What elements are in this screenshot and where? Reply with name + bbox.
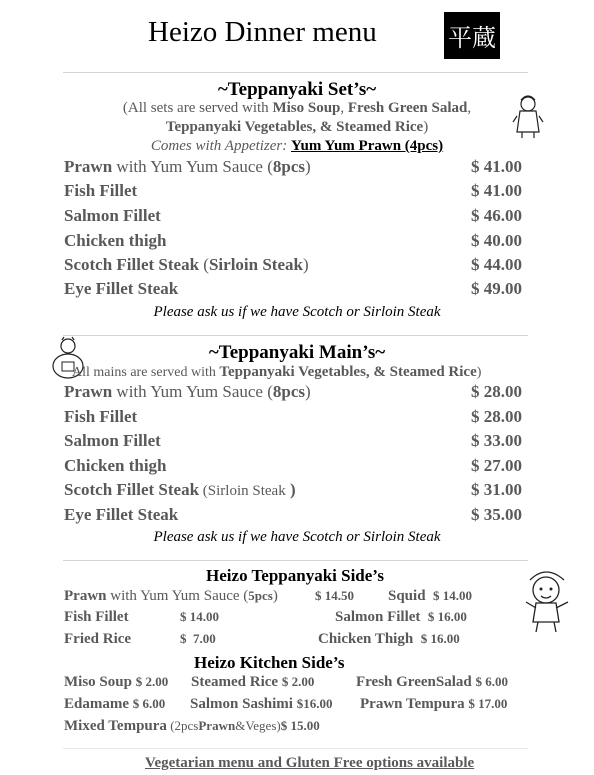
side-prawn-tempura: Prawn Tempura $ 17.00 [360,696,508,712]
mains-ask-note: Please ask us if we have Scotch or Sirloin Steak [153,529,441,545]
side-miso-soup: Miso Soup $ 2.00 [64,674,169,690]
side-fried-rice-price: $ 7.00 [180,631,216,646]
main-item-chicken: Chicken thigh $ 27.00 [64,456,522,475]
set-item-eye-fillet: Eye Fillet Steak $ 49.00 [64,279,522,298]
main-item-scotch: Scotch Fillet Steak (Sirloin Steak ) $ 31.00 [64,480,522,499]
set-item-salmon: Salmon Fillet $ 46.00 [64,206,522,225]
sets-note-line2: Teppanyaki Vegetables, & Steamed Rice) [165,119,429,135]
side-fish-price: $ 14.00 [180,609,219,624]
set-item-prawn: Prawn with Yum Yum Sauce (8pcs) $ 41.00 [64,157,522,176]
divider [63,335,528,336]
page-title: Heizo Dinner menu [148,16,377,48]
side-green-salad: Fresh GreenSalad $ 6.00 [356,674,508,690]
side-chicken: Chicken Thigh $ 16.00 [318,631,460,647]
heizo-logo: 平蔵 [444,12,500,59]
appetizer-line: Comes with Appetizer: Yum Yum Prawn (4pcs) [150,138,444,154]
side-edamame: Edamame $ 6.00 [64,696,166,712]
side-mixed-tempura: Mixed Tempura (2pcsPrawn&Veges)$ 15.00 [64,718,320,734]
side-prawn: Prawn with Yum Yum Sauce (5pcs) [64,588,278,604]
side-salmon-sashimi: Salmon Sashimi $16.00 [190,696,333,712]
mains-title: ~Teppanyaki Main’s~ [208,342,386,363]
main-item-salmon: Salmon Fillet $ 33.00 [64,431,522,450]
sets-title: ~Teppanyaki Set’s~ [217,79,377,100]
side-squid: Squid $ 14.00 [388,588,473,604]
divider [63,748,528,749]
sets-ask-note: Please ask us if we have Scotch or Sirloin Steak [153,304,441,320]
mains-note: All mains are served with Teppanyaki Vegetables, & Steamed Rice) [72,364,482,380]
set-item-chicken: Chicken thigh $ 40.00 [64,231,522,250]
divider [63,72,528,73]
main-item-fish: Fish Fillet $ 28.00 [64,407,522,426]
side-steamed-rice: Steamed Rice $ 2.00 [191,674,315,690]
set-item-scotch: Scotch Fillet Steak (Sirloin Steak) $ 44.00 [64,255,522,274]
main-item-prawn: Prawn with Yum Yum Sauce (8pcs) $ 28.00 [64,382,522,401]
sets-note-line1: (All sets are served with Miso Soup, Fresh Green Salad, [122,100,472,116]
kitchen-sides-title: Heizo Kitchen Side’s [194,653,345,672]
divider [63,560,528,561]
set-item-fish: Fish Fillet $ 41.00 [64,181,522,200]
side-fish: Fish Fillet [64,609,129,625]
teppanyaki-sides-title: Heizo Teppanyaki Side’s [206,566,384,585]
side-fried-rice: Fried Rice [64,631,132,647]
main-item-eye-fillet: Eye Fillet Steak $ 35.00 [64,505,522,524]
vegetarian-gluten-free-link[interactable]: Vegetarian menu and Gluten Free options available [145,755,475,771]
side-salmon: Salmon Fillet $ 16.00 [335,609,467,625]
side-prawn-price: $ 14.50 [315,588,354,603]
